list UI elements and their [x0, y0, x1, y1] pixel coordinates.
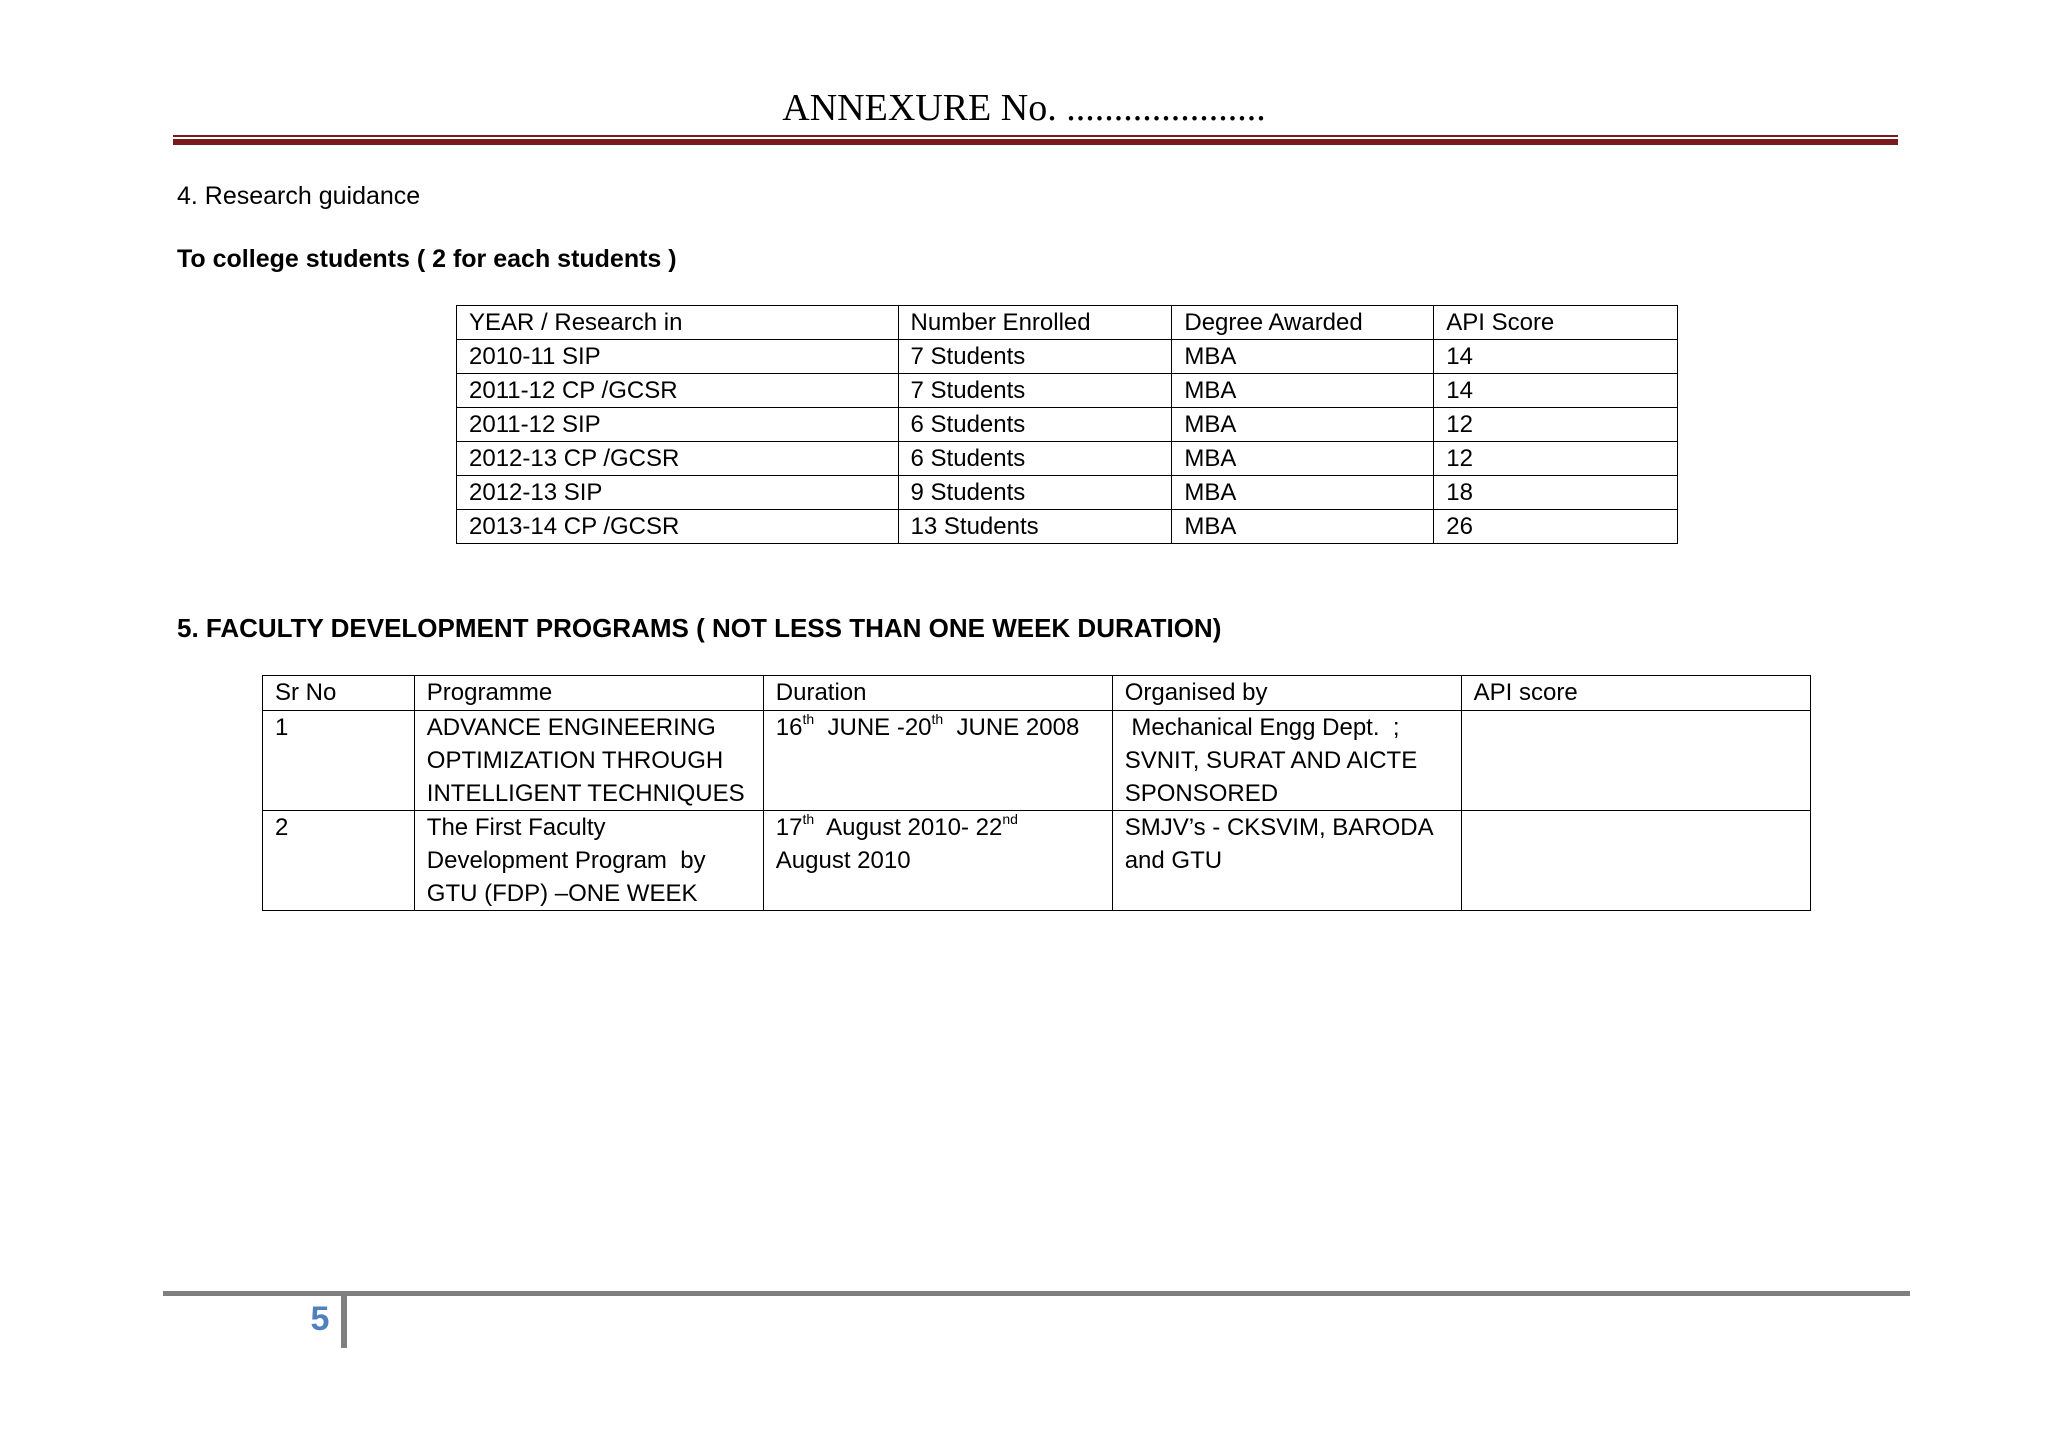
table-cell: 2013-14 CP /GCSR	[457, 510, 899, 544]
programme-line: INTELLIGENT TECHNIQUES	[426, 780, 745, 807]
duration-start-day: 16	[775, 714, 803, 741]
table-row	[457, 408, 1678, 442]
column-header: API score	[1461, 676, 1810, 711]
table-cell: 6 Students	[898, 408, 1172, 442]
duration-end: JUNE 2008	[943, 714, 1080, 741]
programme-cell	[414, 811, 763, 911]
table-header-row	[263, 676, 1811, 711]
duration-middle: JUNE -20	[814, 714, 932, 741]
table-header-row	[457, 306, 1678, 340]
table-cell: 18	[1434, 476, 1678, 510]
table-cell: 7 Students	[898, 340, 1172, 374]
column-header: Organised by	[1112, 676, 1461, 711]
programme-cell	[414, 711, 763, 811]
table-row	[457, 476, 1678, 510]
column-header: Degree Awarded	[1172, 306, 1434, 340]
organised-line: SVNIT, SURAT AND AICTE	[1124, 747, 1418, 774]
table-cell: 26	[1434, 510, 1678, 544]
sr-no-cell: 1	[263, 711, 415, 811]
table-row	[457, 340, 1678, 374]
table-cell: 2011-12 SIP	[457, 408, 899, 442]
column-header: Duration	[763, 676, 1112, 711]
table-cell: 2012-13 SIP	[457, 476, 899, 510]
duration-cell	[763, 711, 1112, 811]
table-cell: MBA	[1172, 408, 1434, 442]
duration-start-day: 17	[775, 814, 803, 841]
ordinal-suffix: th	[802, 811, 815, 827]
column-header: Sr No	[263, 676, 415, 711]
programme-line: The First Faculty	[426, 814, 606, 841]
table-row	[457, 442, 1678, 476]
sr-no-cell: 2	[263, 811, 415, 911]
header-rule-thick	[173, 139, 1898, 145]
organised-line: and GTU	[1124, 847, 1223, 874]
api-score-cell	[1461, 711, 1810, 811]
research-guidance-heading: 4. Research guidance	[177, 182, 421, 210]
table-cell: 12	[1434, 408, 1678, 442]
column-header: YEAR / Research in	[457, 306, 899, 340]
column-header: API Score	[1434, 306, 1678, 340]
research-guidance-table	[456, 305, 1678, 544]
duration-middle: August 2010- 22	[814, 814, 1003, 841]
ordinal-suffix: th	[802, 711, 815, 727]
table-cell: 13 Students	[898, 510, 1172, 544]
header-rule-thin	[173, 135, 1898, 137]
programme-line: GTU (FDP) –ONE WEEK	[426, 880, 698, 907]
header-double-rule	[173, 135, 1898, 145]
ordinal-suffix: th	[931, 711, 944, 727]
table-cell: 14	[1434, 374, 1678, 408]
organised-line: SMJV’s - CKSVIM, BARODA	[1124, 814, 1434, 841]
table-row	[263, 711, 1811, 811]
table-row	[457, 510, 1678, 544]
organised-line: SPONSORED	[1124, 780, 1279, 807]
table-cell: 7 Students	[898, 374, 1172, 408]
fdp-heading: 5. FACULTY DEVELOPMENT PROGRAMS ( NOT LESS THAN ONE WEEK DURATION)	[177, 613, 1222, 643]
table-cell: 9 Students	[898, 476, 1172, 510]
duration-line: August 2010	[775, 847, 911, 874]
table-row	[457, 374, 1678, 408]
table-row	[263, 811, 1811, 911]
table-cell: MBA	[1172, 374, 1434, 408]
ordinal-suffix: nd	[1002, 811, 1018, 827]
column-header: Programme	[414, 676, 763, 711]
table-cell: 2010-11 SIP	[457, 340, 899, 374]
footer-vertical-bar	[341, 1296, 347, 1348]
programme-line: OPTIMIZATION THROUGH	[426, 747, 724, 774]
duration-line	[776, 711, 1100, 744]
table-cell: MBA	[1172, 442, 1434, 476]
table-cell: 14	[1434, 340, 1678, 374]
table-cell: 12	[1434, 442, 1678, 476]
page-number: 5	[310, 1300, 330, 1338]
organised-line: Mechanical Engg Dept. ;	[1124, 714, 1400, 741]
organised-by-cell	[1112, 811, 1461, 911]
duration-cell	[763, 811, 1112, 911]
organised-by-cell	[1112, 711, 1461, 811]
table-cell: 2012-13 CP /GCSR	[457, 442, 899, 476]
column-header: Number Enrolled	[898, 306, 1172, 340]
faculty-development-table	[262, 675, 1811, 911]
footer-rule	[163, 1291, 1910, 1296]
api-score-cell	[1461, 811, 1810, 911]
table-cell: MBA	[1172, 510, 1434, 544]
duration-line	[776, 811, 1100, 844]
programme-line: ADVANCE ENGINEERING	[426, 714, 716, 741]
page-header-title: ANNEXURE No. .....................	[782, 87, 1266, 129]
table-cell: 2011-12 CP /GCSR	[457, 374, 899, 408]
table-cell: 6 Students	[898, 442, 1172, 476]
research-guidance-subheading: To college students ( 2 for each students )	[177, 245, 677, 273]
programme-line: Development Program by	[426, 847, 706, 874]
table-cell: MBA	[1172, 340, 1434, 374]
table-cell: MBA	[1172, 476, 1434, 510]
